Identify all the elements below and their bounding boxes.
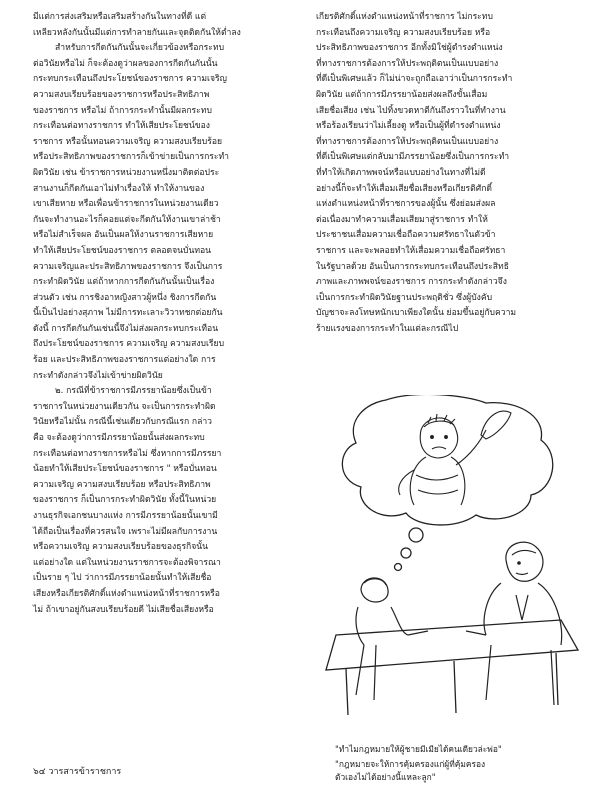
- paragraph-4: เกียรติศักดิ์แห่งตำแหน่งหน้าที่ราชการ ไม่กระทบ กระเทือนถึงความเจริญ ความสงบเรียบร้อย หรือ ประสิทธิภาพของราชการ อีกทั้งมิใช่ผู้ดำรงตำแหน่ง ที่ทางราชการต้องการให้ประพฤติตนเป็นแบบอย่าง ที่ดีเป็นพิเศษแล้ว ก็ไม่น่าจะถูกถือเอาว่าเป็นการกระทำ ผิดวินัย แต่ถ้าการมีภรรยาน้อยส่งผลถึงขั้นเสื่อม เสียชื่อเสียง เช่น ไปทิ้งขวดหาตีกันถึงราวในที่ทำงาน หรือร้องเรียนว่าไม่เลี้ยงดู หรือเป็นผู้ที่ดำรงตำแหน่ง ที่ทางราชการต้องการให้ประพฤติตนเป็นแบบอย่าง ที่ดีเป็นพิเศษแต่กลับมามีภรรยาน้อยซึ่งเป็นการกระทำ ที่ทำให้เกิดภาพพจน์หรือแบบอย่างในทางที่ไม่ดี อย่างนี้ก็จะทำให้เสื่อมเสียชื่อเสียงหรือเกียรติศักดิ์ แห่งตำแหน่งหน้าที่ราชการของผู้นั้น ซึ่งย่อมส่งผล ต่อเนื่องมาทำความเสื่อมเสียมาสู่ราชการ ทำให้ ประชาชนเสื่อมความเชื่อถือความศรัทธาในตัวข้า ราชการ และจะพลอยทำให้เสื่อมความเชื่อถือศรัทธา ในรัฐบาลด้วย อันเป็นการกระทบกระเทือนถึงประสิทธิ ภาพและภาพพจน์ของราชการ การกระทำดังกล่าวจึง เป็นการกระทำผิดวินัยฐานประพฤติชั่ว ซึ่งผู้บังคับ บัญชาจะลงโทษหนักเบาเพียงใดนั้น ย่อมขึ้นอยู่กับความ ร้ายแรงของการกระทำในแต่ละกรณีไป: [316, 12, 517, 334]
- woman-with-club-drawing: [399, 411, 511, 505]
- right-text-column: [316, 10, 579, 337]
- publication-name: วารสารข้าราชการ: [48, 767, 122, 777]
- page-footer: [33, 764, 121, 778]
- caption-father: "กฎหมายจะให้การคุ้มครองแก่ผู้ที่คุ้มครอง ตัวเองไม่ได้อย่างนี้แหละลูก": [335, 759, 486, 782]
- paragraph-1: มีแต่การส่งเสริมหรือเสริมสร้างกันในทางที่ดี แต่ เหลียวหลังกันนั้นมีแต่การทำลายกันและจุดติดกันให้ต่ำลง: [33, 12, 241, 38]
- page-number: ๖๔: [33, 767, 46, 777]
- left-text-column: [33, 10, 299, 618]
- paragraph-3: ๒. กรณีที่ข้าราชการมีภรรยาน้อยซึ่งเป็นข้า ราชการในหน่วยงานเดียวกัน จะเป็นการกระทำผิด วินัยหรือไม่นั้น กรณีนี้เช่นเดียวกับกรณีแรก กล่าว คือ จะต้องดูว่าการมีภรรยาน้อยนั้นส่งผลกระทบ กระเทือนต่อทางราชการหรือไม่ ซึ่งหากการมีภรรยา น้อยทำให้เสียประโยชน์ของราชการ " หรือบั่นทอน ความเจริญ ความสงบเรียบร้อย หรือประสิทธิภาพ ของราชการ ก็เป็นการกระทำผิดวินัย ทั้งนี้ในหน่วย งานธุรกิจเอกชนบางแห่ง การมีภรรยาน้อยนั้นเขามี ได้ถือเป็นเรื่องที่ควรสนใจ เพราะไม่มีผลกับการงาน หรือความเจริญ ความสงบเรียบร้อยของธุรกิจนั้น แต่อย่างใด แต่ในหน่วยงานราชการจะต้องพิจารณา เป็นราย ๆ ไป ว่าการมีภรรยาน้อยนั้นทำให้เสียชื่อ เสียงหรือเกียรติศักดิ์แห่งตำแหน่งหน้าที่ราชการหรือ ไม่ ถ้าเขาอยู่กันสงบเรียบร้อยดี ไม่เสียชื่อเสียงหรือ: [33, 386, 222, 615]
- table-drawing: [326, 620, 578, 715]
- child-drawing: [356, 578, 428, 700]
- paragraph-2: สำหรับการกีดกันกันนั้นจะเกี่ยวข้องหรือกระทบ ต่อวินัยหรือไม่ ก็จะต้องดูว่าผลของการกีดกันกันนั้น กระทบกระเทือนถึงประโยชน์ของราชการ ความเจริญ ความสงบเรียบร้อยของราชการหรือประสิทธิภาพ ของราชการ หรือไม่ ถ้าการกระทำนั้นมีผลกระทบ กระเทือนต่อทางราชการ ทำให้เสียประโยชน์ของ ราชการ หรือนั้นทอนความเจริญ ความสงบเรียบร้อย หรือประสิทธิภาพของราชการก็เข้าข่ายเป็นการกระทำ ผิดวินัย เช่น ข้าราชการหน่วยงานหนึ่งมาติดต่อประ สานงานก็กีดกันเอาไม่ทำเรื่องให้ ทำให้งานของ เขาเสียหาย หรือเพื่อนข้าราชการในหน่วยงานเดียว กันจะทำงานอะไรก็คอยแต่จะกีดกันให้งานเขาล่าช้า หรือไม่สำเร็จผล อันเป็นผลให้งานราชการเสียหาย ทำให้เสียประโยชน์ของราชการ ตลอดจนบั่นทอน ความเจริญและประสิทธิภาพของราชการ จึงเป็นการ กระทำผิดวินัย แต่ถ้าหากการกีดกันกันนั้นเป็นเรื่อง ส่วนตัว เช่น การชิงอาหญิงสาวผู้หนึ่ง ชิงการกีดกัน นี้เป็นไปอย่างสุภาพ ไม่มีการทะเลาะวิวาทชกต่อยกัน ดังนี้ การกีดกันกันเช่นนี้จึงไม่ส่งผลกระทบกระเทือน ถึงประโยชน์ของราชการ ความเจริญ ความสงบเรียบ ร้อย และประสิทธิภาพของราชการแต่อย่างใด การ กระทำดังกล่าวจึงไม่เข้าข่ายผิดวินัย: [33, 43, 230, 381]
- caption-child: "ทำไมกฎหมายให้ผู้ชายมีเมียได้คนเดียวล่ะพ่อ": [335, 744, 502, 754]
- cartoon-illustration: [316, 395, 586, 720]
